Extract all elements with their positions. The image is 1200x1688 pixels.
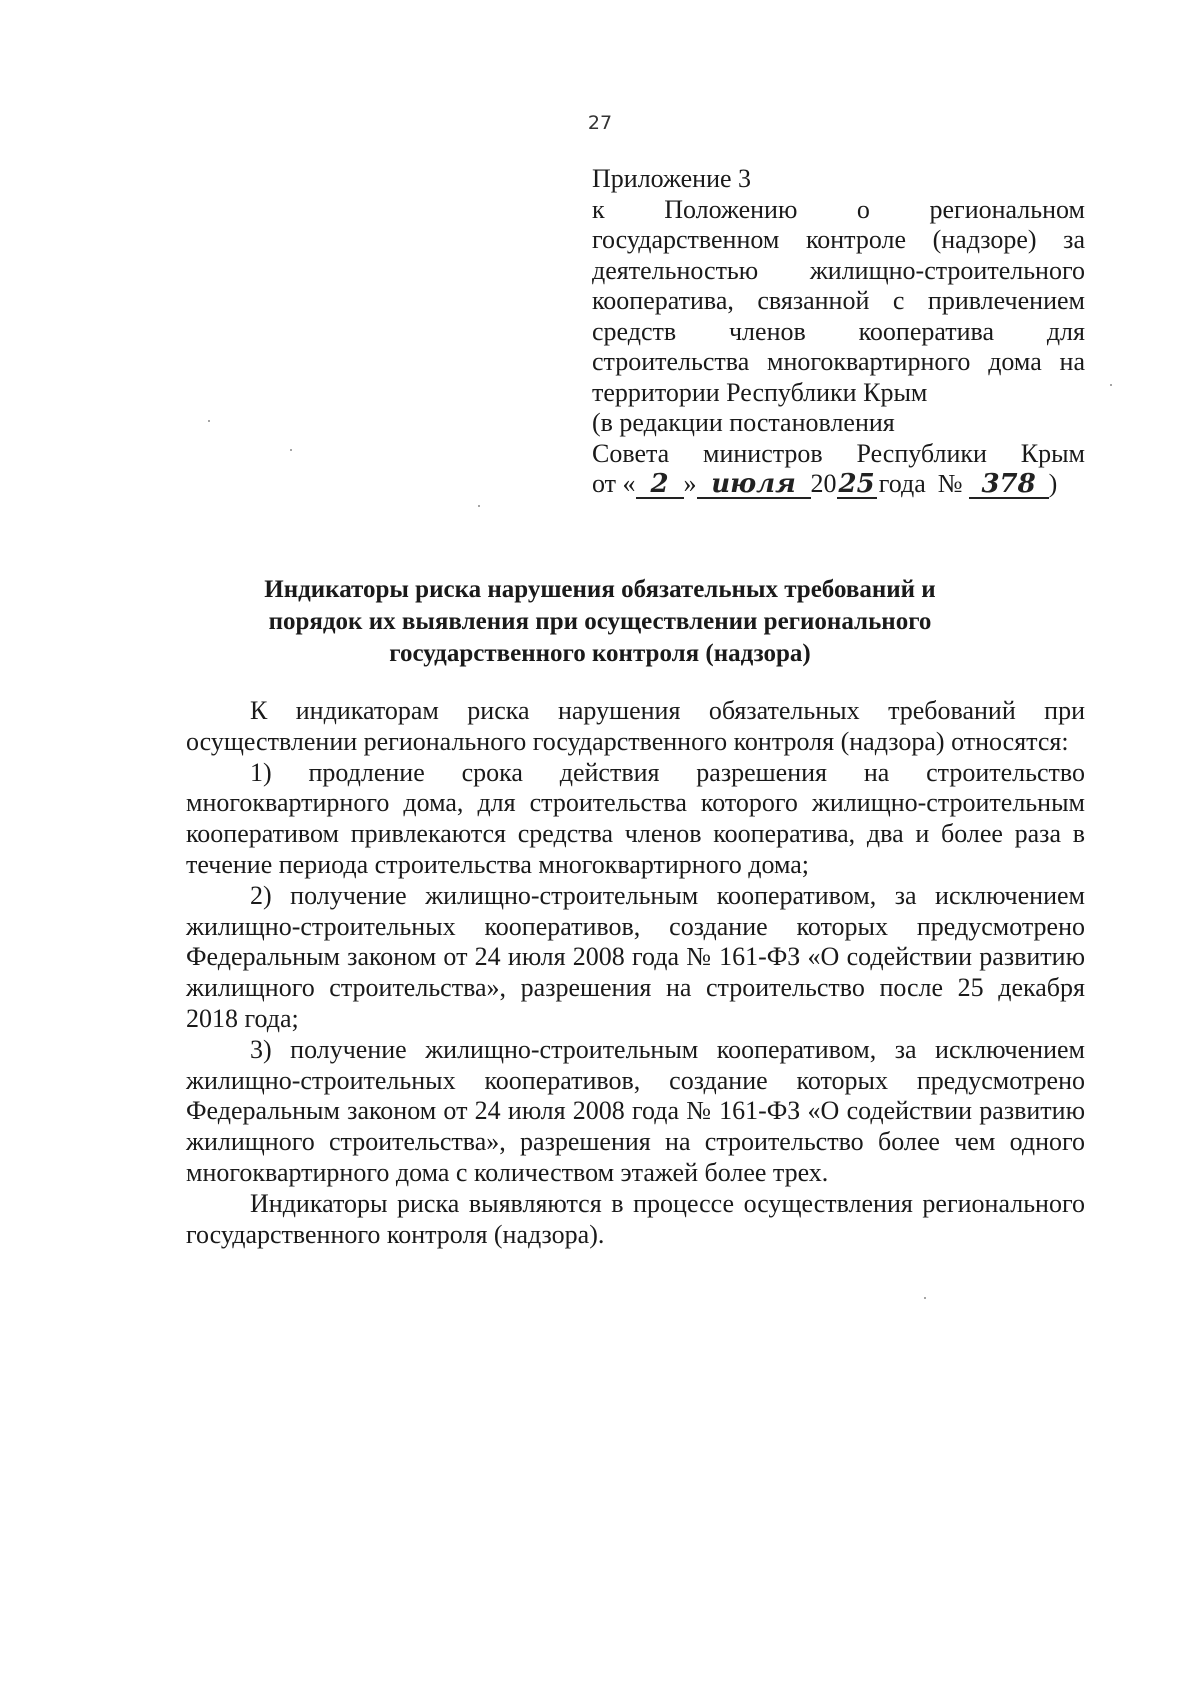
document-title: [0, 574, 1200, 670]
page-number: 27: [587, 112, 613, 134]
scan-speck: [1110, 384, 1112, 386]
appendix-heading: Приложение 3: [592, 164, 752, 193]
date-prefix: от «: [592, 469, 636, 498]
appendix-line: территории Республики Крым: [592, 377, 928, 407]
appendix-line: к Положению о региональном: [592, 194, 1085, 224]
title-line: порядок их выявления при осуществлении регионального: [268, 608, 932, 635]
handwritten-day: 2: [636, 471, 684, 499]
appendix-block: [592, 164, 1085, 500]
scan-speck: [290, 449, 292, 451]
intro-paragraph: К индикаторам риска нарушения обязательных требований при осуществлении регионального государственного контроля (надзора) относятся:: [186, 696, 1085, 756]
scan-speck: [924, 1297, 926, 1299]
appendix-line: кооператива, связанной с привлечением: [592, 286, 1085, 315]
scan-speck: [478, 505, 480, 507]
resolution-date-line: [592, 469, 1085, 500]
year-word: года: [878, 469, 926, 498]
closing-paragraph: Индикаторы риска выявляются в процессе осуществления регионального государственного контроля (надзора).: [186, 1188, 1085, 1249]
title-line: государственного контроля (надзора): [389, 640, 811, 667]
indicator-item-1: 1) продление срока действия разрешения на строительство многоквартирного дома, для строительства которого жилищно-строительным кооперативом привлекаются средства членов кооператива, два и более раза в течение периода строительства многоквартирного дома;: [186, 757, 1085, 879]
year-prefix: 20: [810, 469, 837, 498]
indicator-item-2: 2) получение жилищно-строительным кооперативом, за исключением жилищно-строительных кооперативов, создание которых предусмотрено Федеральным законом от 24 июля 2008 года № 161-ФЗ «О содействии развитию жилищного строительства», разрешения на строительство после 25 декабря 2018 года;: [186, 880, 1085, 1033]
document-body: [186, 696, 1085, 1250]
handwritten-month: июля: [697, 471, 811, 499]
appendix-line: строительства многоквартирного дома на: [592, 347, 1085, 376]
scan-speck: [208, 420, 210, 422]
handwritten-year: 25: [838, 469, 875, 499]
edition-line: (в редакции постановления: [592, 408, 895, 437]
council-line: Совета министров Республики Крым: [592, 438, 1085, 468]
date-quote-close: »: [683, 469, 697, 498]
appendix-line: средств членов кооператива для: [592, 316, 1085, 346]
appendix-line: деятельностью жилищно-строительного: [592, 255, 1085, 285]
close-paren: ): [1048, 469, 1058, 498]
handwritten-number: 378: [969, 471, 1049, 499]
appendix-line: государственном контроле (надзоре) за: [592, 225, 1085, 254]
indicator-item-3: 3) получение жилищно-строительным кооперативом, за исключением жилищно-строительных кооперативов, создание которых предусмотрено Федеральным законом от 24 июля 2008 года № 161-ФЗ «О содействии развитию жилищного строительства», разрешения на строительство более чем одного многоквартирного дома с количеством этажей более трех.: [186, 1034, 1085, 1187]
number-sign: №: [937, 469, 963, 498]
title-line: Индикаторы риска нарушения обязательных требований и: [264, 576, 936, 603]
